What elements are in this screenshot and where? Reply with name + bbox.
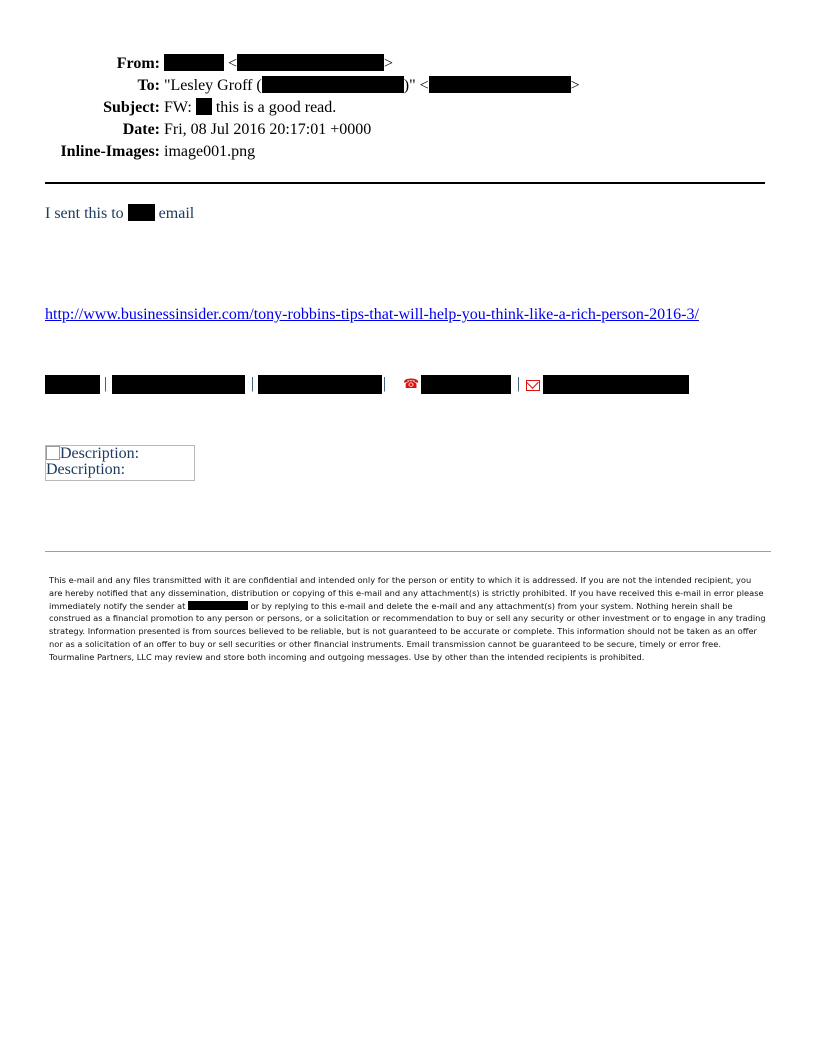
envelope-icon: [526, 380, 540, 391]
date-value: Fri, 08 Jul 2016 20:17:01 +0000: [164, 121, 372, 138]
email-header: [0, 53, 816, 163]
subject-row: [0, 97, 816, 119]
to-value: [164, 75, 580, 97]
body-text-suffix: email: [158, 205, 195, 222]
from-close-bracket: >: [384, 55, 394, 72]
redacted-signature-email: [543, 375, 689, 394]
from-label: From:: [116, 55, 160, 72]
to-middle: )" <: [403, 77, 429, 94]
redacted-recipient-email: [429, 76, 571, 93]
broken-image-icon: [46, 446, 60, 460]
article-link[interactable]: http://www.businessinsider.com/tony-robbins-tips-that-will-help-you-think-like-a-rich-person-2016-3/: [45, 306, 699, 323]
from-value: [164, 53, 393, 75]
inline-images-value: image001.png: [164, 143, 256, 160]
disclaimer-text-2: or by replying to this e-mail and delete the e-mail and any attachment(s) from your system. Nothing herein shall be construed as a financial promotion to any person or persons, or a solicitation or recommendation to buy or sell any security or other investment or to engage in any trading strategy. Information presented is from sources believed to be reliable, but is not guaranteed to be accurate or complete. This information should not be taken as an offer nor as a solicitation of an offer to buy or sell securities or other financial instruments. Email transmission cannot be guaranteed to be secure, timely or error free. Tourmaline Partners, LLC may review and store both incoming and outgoing messages. Use by other than the intended recipients is prohibited.: [49, 600, 766, 662]
subject-value: [164, 97, 336, 119]
redacted-body-name: [128, 204, 155, 221]
body-message: [45, 204, 194, 223]
date-label: Date:: [122, 121, 160, 138]
subject-label: Subject:: [103, 99, 160, 116]
to-name: "Lesley Groff (: [164, 77, 262, 94]
image-alt-text-2: Description:: [46, 461, 126, 478]
redacted-phone-number: [421, 375, 511, 394]
body-text-prefix: I sent this to: [45, 205, 124, 222]
from-row: [0, 53, 816, 75]
disclaimer-divider: [45, 551, 771, 552]
signature-separator: |: [383, 375, 387, 392]
redacted-sender-name: [164, 54, 224, 71]
subject-text: this is a good read.: [215, 99, 337, 116]
to-close-bracket: >: [570, 77, 580, 94]
inline-images-row: [0, 141, 816, 163]
from-open-bracket: <: [224, 55, 238, 72]
date-row: [0, 119, 816, 141]
redacted-disclaimer-contact: [188, 601, 248, 610]
redacted-sender-email: [237, 54, 384, 71]
redacted-recipient-alias: [262, 76, 404, 93]
signature-separator: |: [251, 375, 255, 392]
broken-image-placeholder: [45, 445, 195, 481]
telephone-icon: ☎: [403, 376, 420, 391]
redacted-subject-name: [196, 98, 212, 115]
subject-prefix: FW:: [164, 99, 192, 116]
redacted-signature-company: [258, 375, 382, 394]
image-alt-text: Description:: [60, 445, 140, 462]
to-row: [0, 75, 816, 97]
signature-separator: |: [104, 375, 108, 392]
redacted-signature-title: [112, 375, 245, 394]
to-label: To:: [137, 77, 160, 94]
header-divider: [45, 182, 765, 184]
disclaimer-text-1: This e-mail and any files transmitted with it are confidential and intended only for the person or entity to which it is addressed. If you are not the intended recipient, you are hereby notified that any dissemination, distribution or copying of this e-mail and any attachment(s) is strictly prohibited. If you have received this e-mail in error please immediately notify the sender at: [49, 575, 764, 611]
signature-separator: |: [517, 375, 521, 392]
legal-disclaimer: [49, 574, 767, 664]
inline-images-label: Inline-Images:: [60, 143, 160, 160]
redacted-signature-name: [45, 375, 100, 394]
